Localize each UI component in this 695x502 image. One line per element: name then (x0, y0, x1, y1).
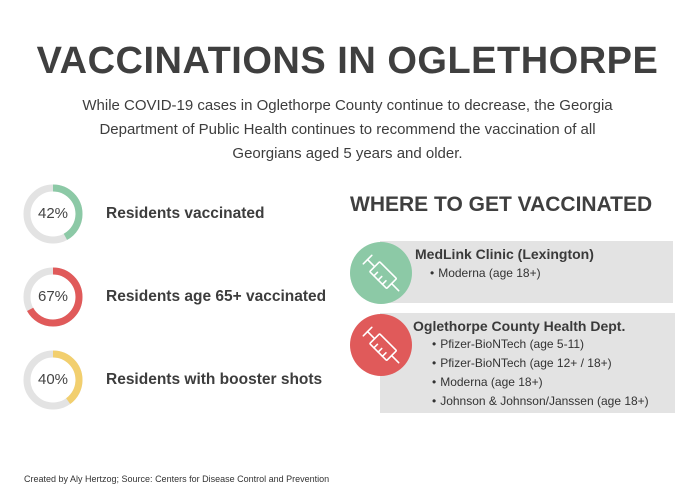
site-name: Oglethorpe County Health Dept. (413, 318, 626, 334)
stat-residents-booster (22, 349, 342, 411)
site-badge (350, 314, 412, 376)
site-oglethorpe-health-dept (380, 313, 675, 413)
vaccine-list (432, 335, 649, 411)
stat-label: Residents age 65+ vaccinated (106, 288, 327, 305)
list-item: • Pfizer-BioNTech (age 5-11) (432, 335, 649, 354)
stat-residents-vaccinated (22, 183, 342, 245)
stat-label: Residents vaccinated (106, 205, 265, 222)
credit-line: Created by Aly Hertzog; Source: Centers for Disease Control and Prevention (24, 474, 330, 484)
stat-label: Residents with booster shots (106, 371, 323, 388)
site-name: MedLink Clinic (Lexington) (415, 246, 594, 262)
list-item: • Moderna (age 18+) (430, 264, 541, 283)
vaccine-list (430, 264, 541, 283)
syringe-icon (350, 314, 412, 376)
list-item: • Moderna (age 18+) (432, 373, 649, 392)
stat-percent: 42% (37, 205, 69, 222)
page-title: VACCINATIONS IN OGLETHORPE (36, 40, 659, 82)
stat-percent: 67% (37, 288, 69, 305)
stat-residents-65-vaccinated (22, 266, 342, 328)
site-medlink-clinic (380, 241, 673, 303)
list-item: • Pfizer-BioNTech (age 12+ / 18+) (432, 354, 649, 373)
stat-percent: 40% (37, 371, 69, 388)
site-badge (350, 242, 412, 304)
where-heading: WHERE TO GET VACCINATED (350, 193, 653, 216)
syringe-icon (350, 242, 412, 304)
list-item: • Johnson & Johnson/Janssen (age 18+) (432, 392, 649, 411)
intro-text: While COVID-19 cases in Oglethorpe County continue to decrease, the Georgia Department of Public Health continues to recommend the vaccination of all Georgians aged 5 years and older. (82, 97, 613, 162)
